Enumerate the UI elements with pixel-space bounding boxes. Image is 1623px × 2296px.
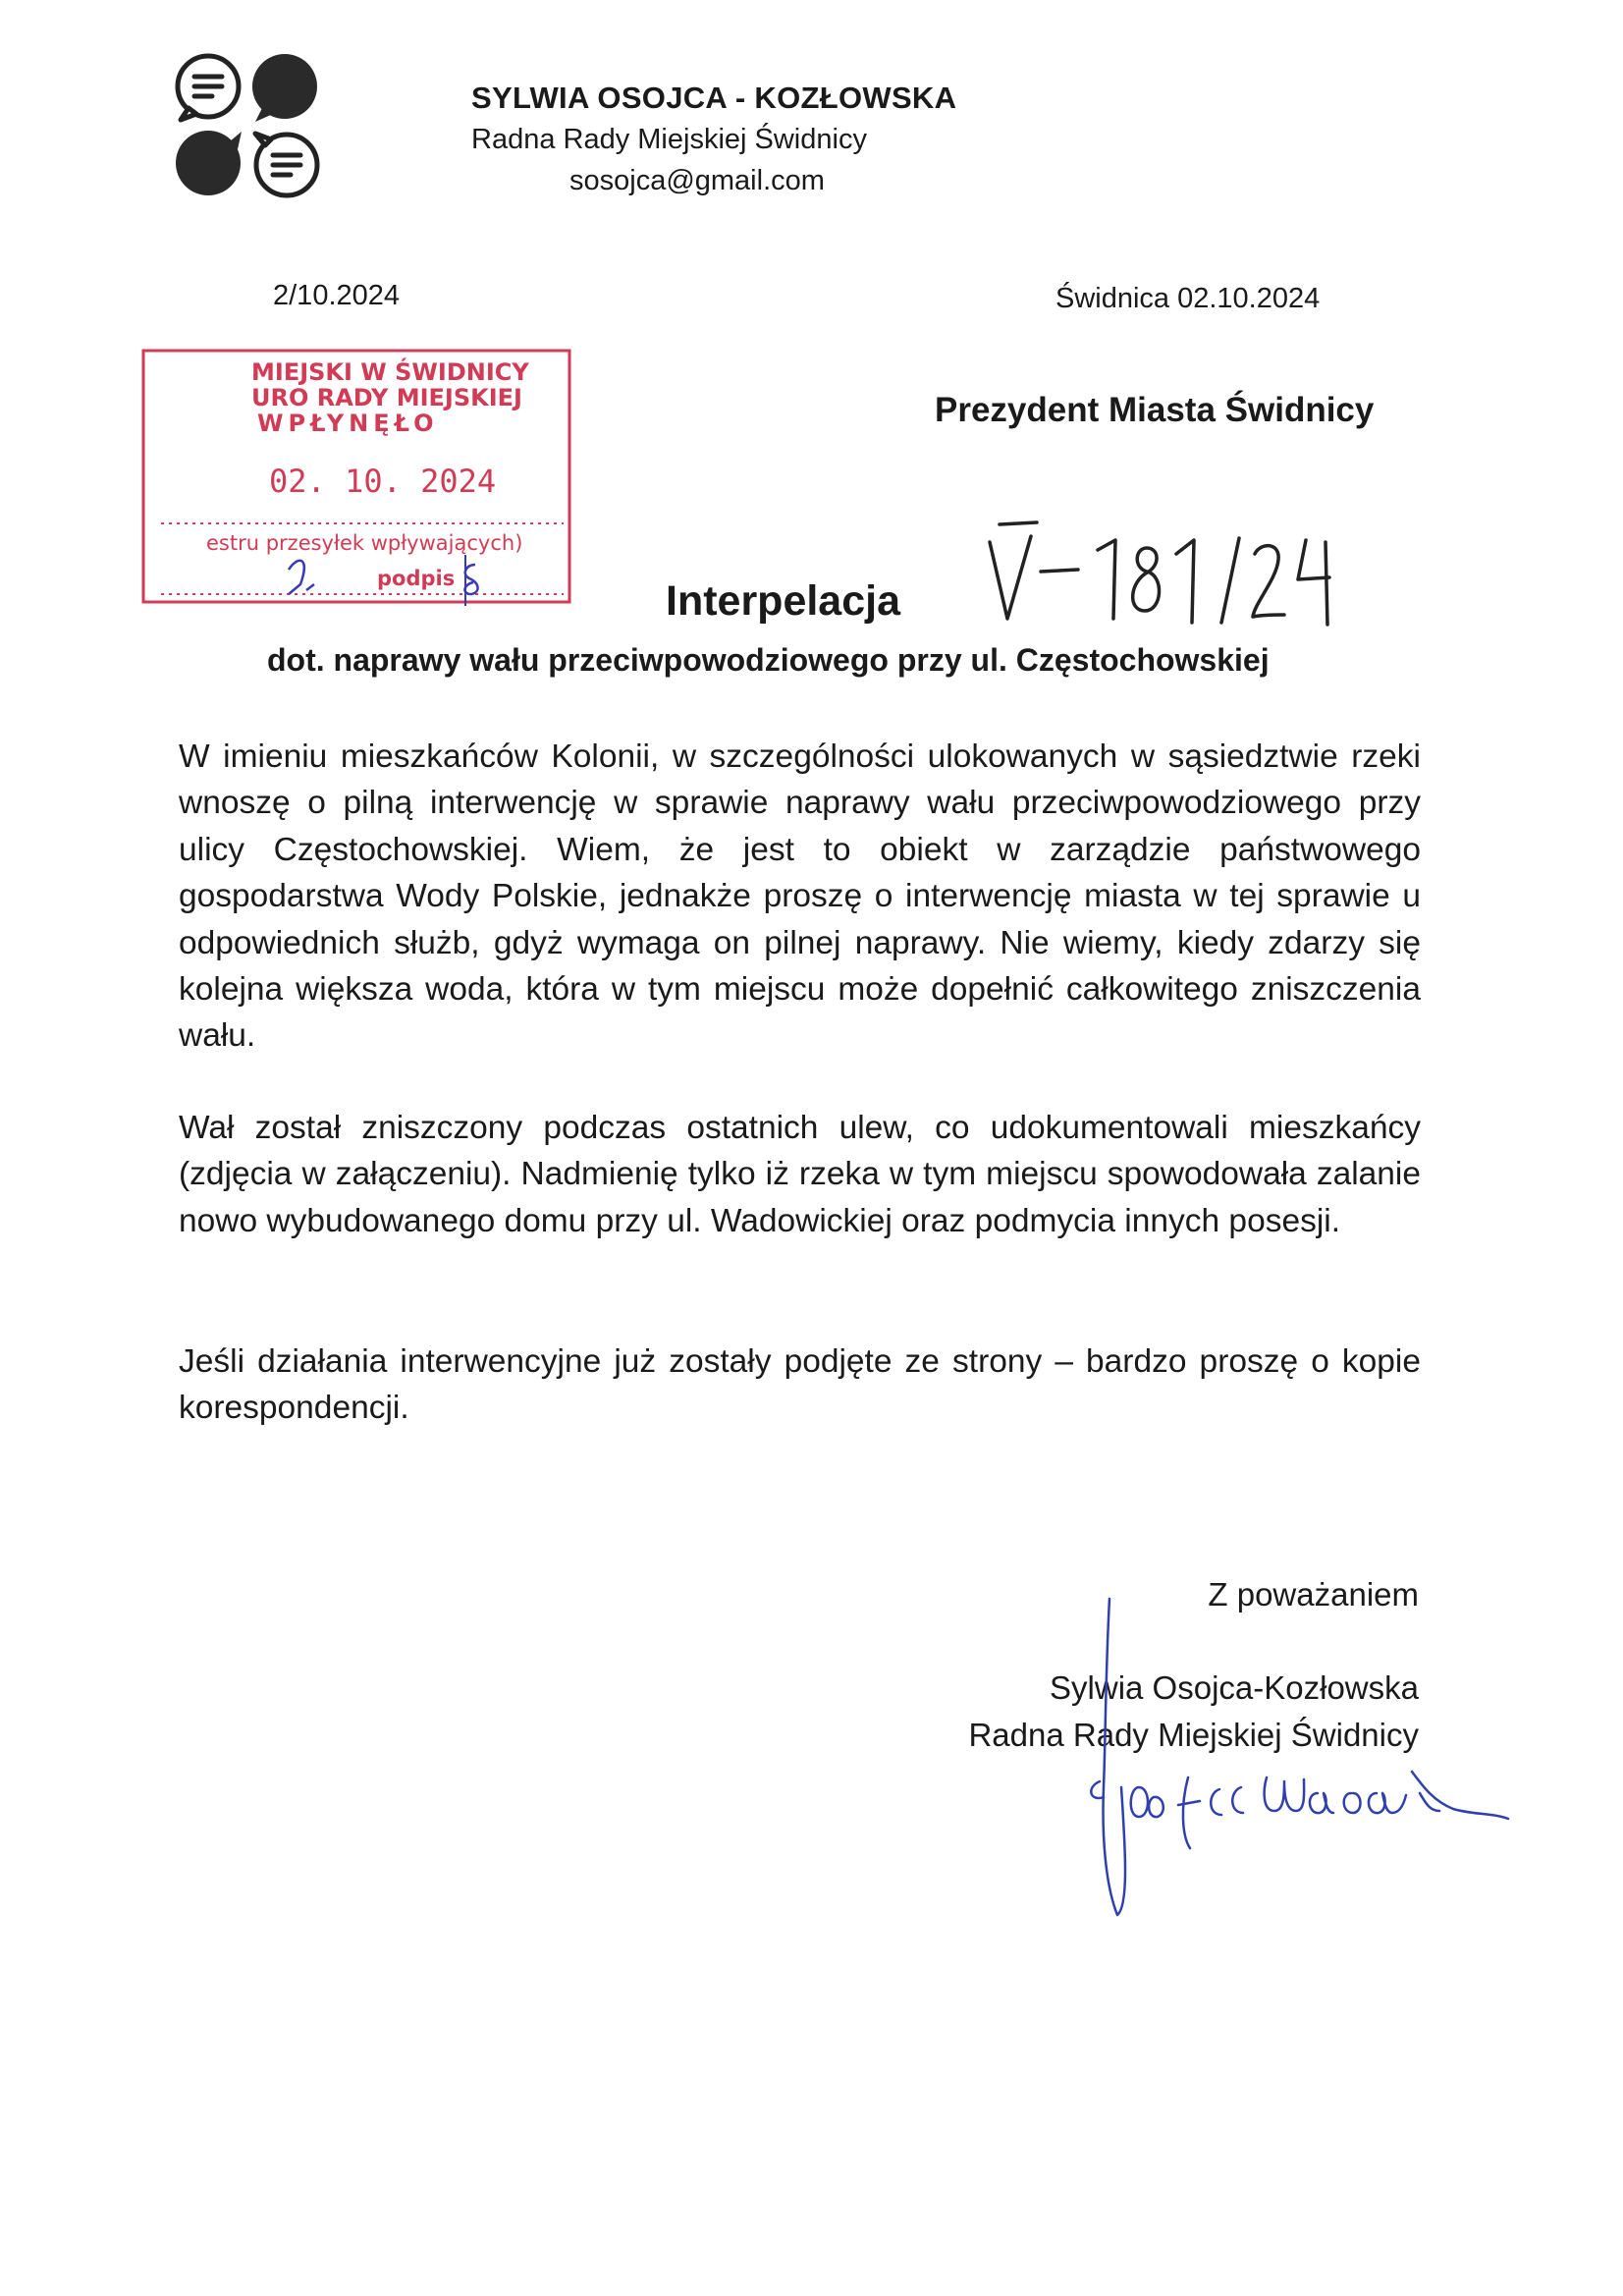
stamp-date: 02. 10. 2024 (269, 463, 497, 500)
recipient: Prezydent Miasta Świdnicy (935, 391, 1375, 429)
stamp-line1: MIEJSKI W ŚWIDNICY (251, 358, 529, 386)
closing-phrase: Z poważaniem (1208, 1576, 1419, 1613)
stamp-line2: URO RADY MIEJSKIEJ (251, 384, 522, 411)
stamp-initials (141, 349, 573, 606)
body-paragraph-2: Wał został zniszczony podczas ostatnich ulew, co udokumentowali mieszkańcy (zdjęcia w załączeniu). Nadmienię tylko iż rzeka w tym miejscu spowodowała zalanie nowo wybudowanego domu przy ul. Wadowickiej oraz podmycia innych posesji. (179, 1110, 1421, 1239)
sender-email: sosojca@gmail.com (569, 165, 825, 196)
sender-name: SYLWIA OSOJCA - KOZŁOWSKA (471, 81, 957, 115)
stamp-line4: estru przesyłek wpływających) (206, 531, 523, 555)
stamp-sign-label: podpis (377, 567, 456, 590)
reference-number: 2/10.2024 (273, 280, 401, 311)
receipt-stamp (141, 349, 573, 606)
registration-number (982, 520, 1404, 629)
speech-bubbles-icon (169, 47, 326, 204)
body-paragraph-1: W imieniu mieszkańców Kolonii, w szczególności ulokowanych w sąsiedztwie rzeki wnoszę o pilną interwencję w sprawie naprawy wału przeciwpowodziowego przy ulicy Częstochowskiej. Wiem, że jest to obiekt w zarządzie państwowego gospodarstwa Wody Polskie, jednakże proszę o interwencję miasta w tej sprawie u odpowiednich służb, gdyż wymaga on pilnej naprawy. Nie wiemy, kiedy zdarzy się kolejna większa woda, która w tym miejscu może dopełnić całkowitego zniszczenia wału. (179, 738, 1421, 1055)
registration-number-handwriting (982, 520, 1404, 629)
signature-role: Radna Rady Miejskiej Świdnicy (968, 1717, 1419, 1753)
handwritten-signature (1060, 1591, 1512, 1925)
document-title: Interpelacja (666, 577, 900, 625)
signature-name: Sylwia Osojca-Kozłowska (1050, 1669, 1419, 1706)
stamp-line3: WPŁYNĘŁO (257, 410, 439, 437)
sender-role: Radna Rady Miejskiej Świdnicy (471, 124, 867, 155)
body-paragraph-3: Jeśli działania interwencyjne już zostały podjęte ze strony – bardzo proszę o kopie korespondencji. (179, 1343, 1421, 1427)
place-date: Świdnica 02.10.2024 (1055, 283, 1321, 314)
document-subtitle: dot. naprawy wału przeciwpowodziowego przy ul. Częstochowskiej (267, 642, 1270, 678)
